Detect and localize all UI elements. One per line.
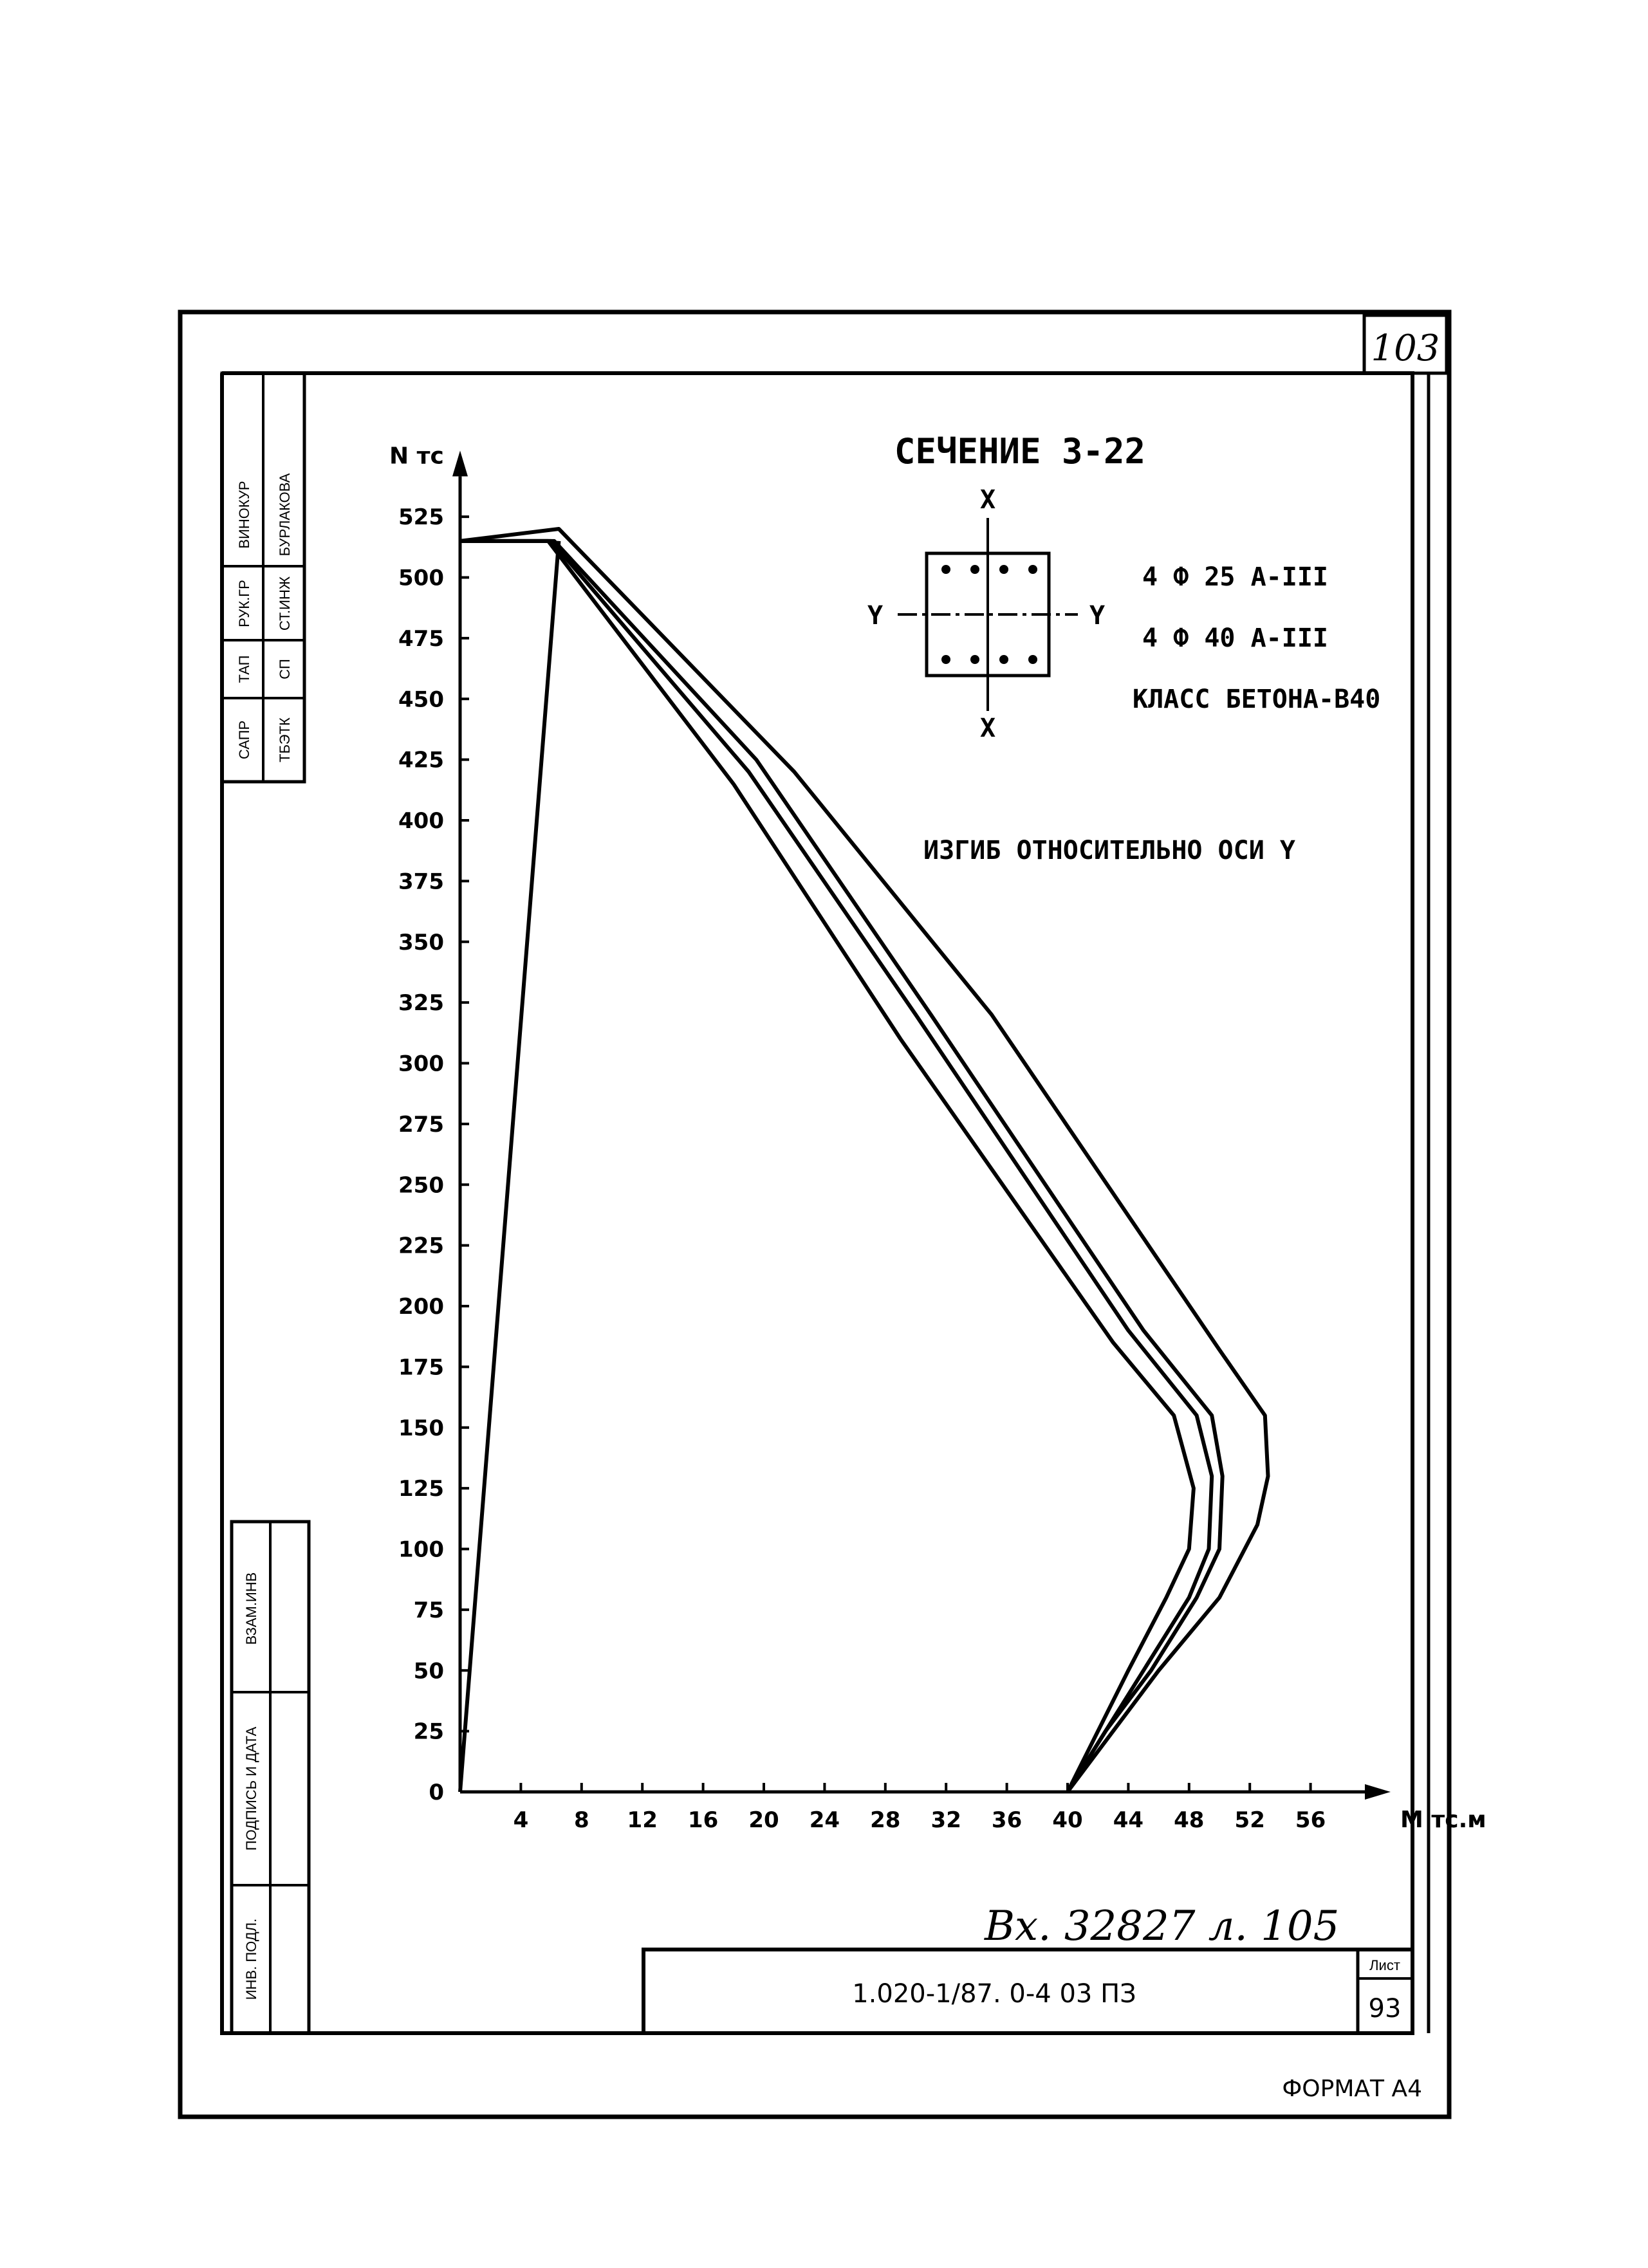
y-tick-label: 25 — [413, 1719, 444, 1745]
stamp-name-2: СП — [277, 659, 293, 679]
series-line-1 — [460, 541, 1194, 1792]
y-tick-label: 175 — [398, 1354, 444, 1381]
inner-frame — [222, 373, 1412, 2033]
y-tick-label: 425 — [398, 747, 444, 773]
x-tick-label: 28 — [870, 1807, 901, 1833]
x-tick-label: 8 — [573, 1807, 589, 1833]
cross-section-diagram — [867, 485, 1105, 743]
sheet-number: 93 — [1368, 1994, 1402, 2024]
y-tick-label: 0 — [429, 1780, 444, 1805]
y-tick-label: 125 — [398, 1476, 444, 1502]
series-line-4 — [460, 529, 1268, 1792]
x-tick-label: 44 — [1113, 1807, 1144, 1833]
axis-x-label-top: X — [979, 485, 996, 515]
y-tick-label: 350 — [398, 929, 444, 955]
y-tick-label: 50 — [413, 1658, 444, 1684]
axis-y-label-left: Y — [867, 601, 884, 631]
stamp-name-4: БУРЛАКОВА — [277, 473, 293, 557]
stamp-cell-2: ПОДПИСЬ И ДАТА — [243, 1726, 259, 1851]
y-tick-label: 500 — [398, 565, 444, 591]
page-number: 103 — [1371, 327, 1440, 369]
x-axis-arrow — [1365, 1784, 1391, 1800]
stamp-name-1: ТБЭТК — [277, 717, 293, 762]
x-tick-label: 12 — [627, 1807, 658, 1833]
stamp-role-2: ТАП — [236, 655, 252, 683]
x-tick-label: 16 — [687, 1807, 719, 1833]
x-tick-label: 32 — [930, 1807, 961, 1833]
series-line-3 — [460, 541, 1223, 1792]
axis-y-label-right: Y — [1089, 601, 1106, 631]
rebar-spec-2: 4 Ф 40 А-III — [1142, 623, 1328, 653]
y-tick-label: 100 — [398, 1536, 444, 1563]
bending-note: ИЗГИБ ОТНОСИТЕЛЬНО ОСИ Y — [923, 836, 1295, 865]
series-line-2 — [460, 541, 1212, 1792]
chart-series — [460, 529, 1268, 1792]
stamp-name-3: СТ.ИНЖ — [277, 576, 293, 631]
y-tick-label: 525 — [398, 504, 444, 531]
x-tick-label: 36 — [991, 1807, 1023, 1833]
y-tick-label: 150 — [398, 1415, 444, 1441]
y-axis-label: N тс — [389, 443, 444, 470]
series-line-5 — [460, 541, 559, 1792]
y-tick-label: 75 — [413, 1597, 444, 1623]
stamp-cell-1: ВЗАМ.ИНВ — [243, 1572, 259, 1645]
rebar-spec-1: 4 Ф 25 А-III — [1142, 562, 1328, 592]
x-axis-label: М тс.м — [1400, 1807, 1486, 1833]
x-tick-label: 20 — [748, 1807, 779, 1833]
x-tick-label: 4 — [513, 1807, 529, 1833]
stamp-role-1: САПР — [236, 720, 252, 760]
y-tick-label: 200 — [398, 1294, 444, 1320]
x-tick-label: 24 — [809, 1807, 840, 1833]
concrete-class: КЛАСС БЕТОНА-В40 — [1133, 685, 1381, 714]
left-stamp-top — [222, 373, 304, 782]
stamp-role-4: ВИНОКУР — [236, 481, 252, 549]
axis-x-label-bottom: X — [979, 714, 996, 743]
format-label: ФОРМАТ А4 — [1282, 2076, 1422, 2102]
handwritten-registration: Вх. 32827 л. 105 — [985, 1903, 1340, 1950]
document-designation: 1.020-1/87. 0-4 03 ПЗ — [852, 1979, 1136, 2009]
x-tick-label: 48 — [1174, 1807, 1205, 1833]
x-tick-label: 56 — [1295, 1807, 1326, 1833]
y-tick-label: 300 — [398, 1051, 444, 1077]
stamp-cell-3: ИНВ. ПОДЛ. — [243, 1918, 259, 2000]
title-block — [643, 1950, 1412, 2033]
y-tick-label: 375 — [398, 869, 444, 895]
stamp-role-3: РУК.ГР — [236, 580, 252, 627]
y-tick-label: 450 — [398, 687, 444, 713]
y-tick-label: 225 — [398, 1233, 444, 1259]
y-tick-label: 275 — [398, 1111, 444, 1138]
sheet-label: Лист — [1369, 1957, 1400, 1973]
y-tick-label: 250 — [398, 1172, 444, 1199]
y-tick-label: 325 — [398, 990, 444, 1017]
left-stamp-bottom — [232, 1522, 309, 2033]
y-tick-label: 475 — [398, 625, 444, 652]
section-title: СЕЧЕНИЕ 3-22 — [894, 431, 1146, 472]
x-tick-label: 52 — [1234, 1807, 1265, 1833]
y-tick-label: 400 — [398, 808, 444, 834]
y-axis-arrow — [452, 450, 468, 476]
x-tick-label: 40 — [1052, 1807, 1083, 1833]
